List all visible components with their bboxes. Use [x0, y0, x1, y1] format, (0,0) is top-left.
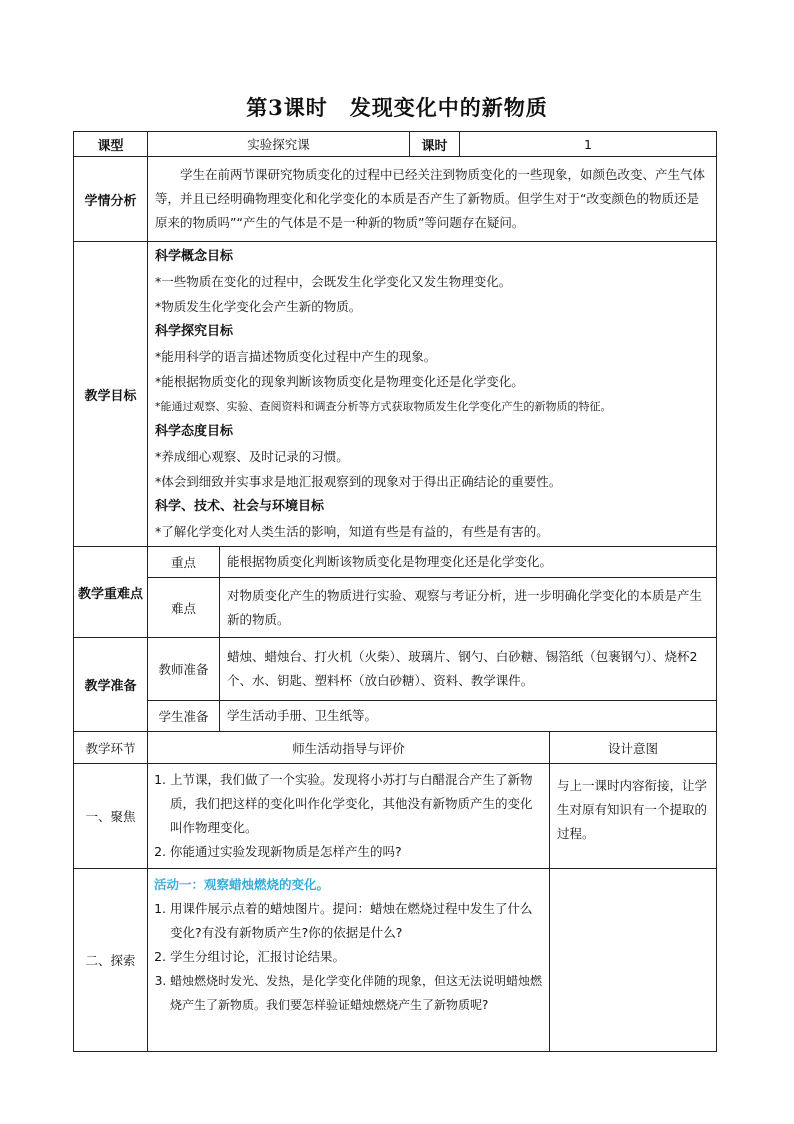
- activity-header: 师生活动指导与评价: [148, 732, 550, 764]
- attitude-item: *养成细心观察、及时记录的习惯。: [155, 449, 349, 464]
- intent-header: 设计意图: [550, 732, 717, 764]
- inquiry-item: *能根据物质变化的现象判断该物质变化是物理变化还是化学变化。: [155, 374, 524, 389]
- row-stage-focus: [74, 764, 717, 869]
- stage2-name: 二、探索: [74, 869, 148, 1052]
- teacher-prep-label: 教师准备: [148, 638, 220, 701]
- analysis-label: 学情分析: [74, 157, 148, 242]
- stage2-intent: [550, 869, 717, 1052]
- concept-item: *物质发生化学变化会产生新的物质。: [155, 299, 362, 314]
- student-prep-text: 学生活动手册、卫生纸等。: [220, 701, 717, 732]
- list-item: 1. 上节课，我们做了一个实验。发现将小苏打与白醋混合产生了新物质，我们把这样的变化叫作化学变化，其他没有新物质产生的变化叫作物理变化。: [170, 768, 543, 840]
- concept-item: *一些物质在变化的过程中，会既发生化学变化又发生物理变化。: [155, 274, 512, 289]
- analysis-text: 学生在前两节课研究物质变化的过程中已经关注到物质变化的一些现象，如颜色改变、产生气体等，并且已经明确物理变化和化学变化的本质是否产生了新物质。但学生对于“改变颜色的物质还是原来的物质吗”“产生的气体是不是一种新的物质”等问题存在疑问。: [148, 157, 717, 242]
- row-objectives: [74, 242, 717, 547]
- stage1-name: 一、聚焦: [74, 764, 148, 869]
- stage2-activities: [148, 869, 550, 1052]
- list-item: 2. 你能通过实验发现新物质是怎样产生的吗?: [170, 840, 543, 864]
- row-analysis: [74, 157, 717, 242]
- key-points-label: 教学重难点: [74, 547, 148, 638]
- row-stage-explore: [74, 869, 717, 1052]
- row-teacher-prep: [74, 638, 717, 701]
- list-item: 3. 蜡烛燃烧时发光、发热，是化学变化伴随的现象，但这无法说明蜡烛燃烧产生了新物质。我们要怎样验证蜡烛燃烧产生了新物质呢?: [170, 969, 543, 1017]
- hard-text: 对物质变化产生的物质进行实验、观察与考证分析，进一步明确化学变化的本质是产生新的物质。: [220, 578, 717, 638]
- row-student-prep: [74, 701, 717, 732]
- stage1-activities: [148, 764, 550, 869]
- hard-label: 难点: [148, 578, 220, 638]
- attitude-item: *体会到细致并实事求是地汇报观察到的现象对于得出正确结论的重要性。: [155, 474, 562, 489]
- stage1-intent: 与上一课时内容衔接，让学生对原有知识有一个提取的过程。: [550, 764, 717, 869]
- objectives-label: 教学目标: [74, 242, 148, 547]
- period-value: 1: [460, 132, 717, 157]
- sts-item: *了解化学变化对人类生活的影响，知道有些是有益的，有些是有害的。: [155, 524, 549, 539]
- sts-title: 科学、技术、社会与环境目标: [155, 499, 325, 514]
- page-title: 第3课时 发现变化中的新物质: [246, 95, 548, 120]
- objectives-content: [148, 242, 717, 547]
- attitude-title: 科学态度目标: [155, 424, 234, 439]
- student-prep-label: 学生准备: [148, 701, 220, 732]
- key-text: 能根据物质变化判断该物质变化是物理变化还是化学变化。: [220, 547, 717, 578]
- teacher-prep-text: 蜡烛、蜡烛台、打火机（火柴）、玻璃片、钢勺、白砂糖、锡箔纸（包裹钢勺）、烧杯2个、水、钥匙、塑料杯（放白砂糖）、资料、教学课件。: [220, 638, 717, 701]
- period-label: 课时: [410, 132, 460, 157]
- inquiry-item: *能通过观察、实验、查阅资料和调查分析等方式获取物质发生化学变化产生的新物质的特征。: [155, 400, 612, 413]
- row-lesson-type: [74, 132, 717, 157]
- concept-title: 科学概念目标: [155, 249, 234, 264]
- activity-title: 活动一：观察蜡烛燃烧的变化。: [154, 877, 330, 892]
- inquiry-title: 科学探究目标: [155, 324, 234, 339]
- lesson-plan-table: [73, 131, 717, 1052]
- key-label: 重点: [148, 547, 220, 578]
- lesson-type-value: 实验探究课: [148, 132, 410, 157]
- row-hard-point: [74, 578, 717, 638]
- row-process-header: [74, 732, 717, 764]
- prep-label: 教学准备: [74, 638, 148, 732]
- list-item: 1. 用课件展示点着的蜡烛图片。提问：蜡烛在燃烧过程中发生了什么变化?有没有新物质产生?你的依据是什么?: [170, 897, 543, 945]
- lesson-type-label: 课型: [74, 132, 148, 157]
- stage-header: 教学环节: [74, 732, 148, 764]
- row-key-point: [74, 547, 717, 578]
- inquiry-item: *能用科学的语言描述物质变化过程中产生的现象。: [155, 349, 437, 364]
- list-item: 2. 学生分组讨论，汇报讨论结果。: [170, 945, 543, 969]
